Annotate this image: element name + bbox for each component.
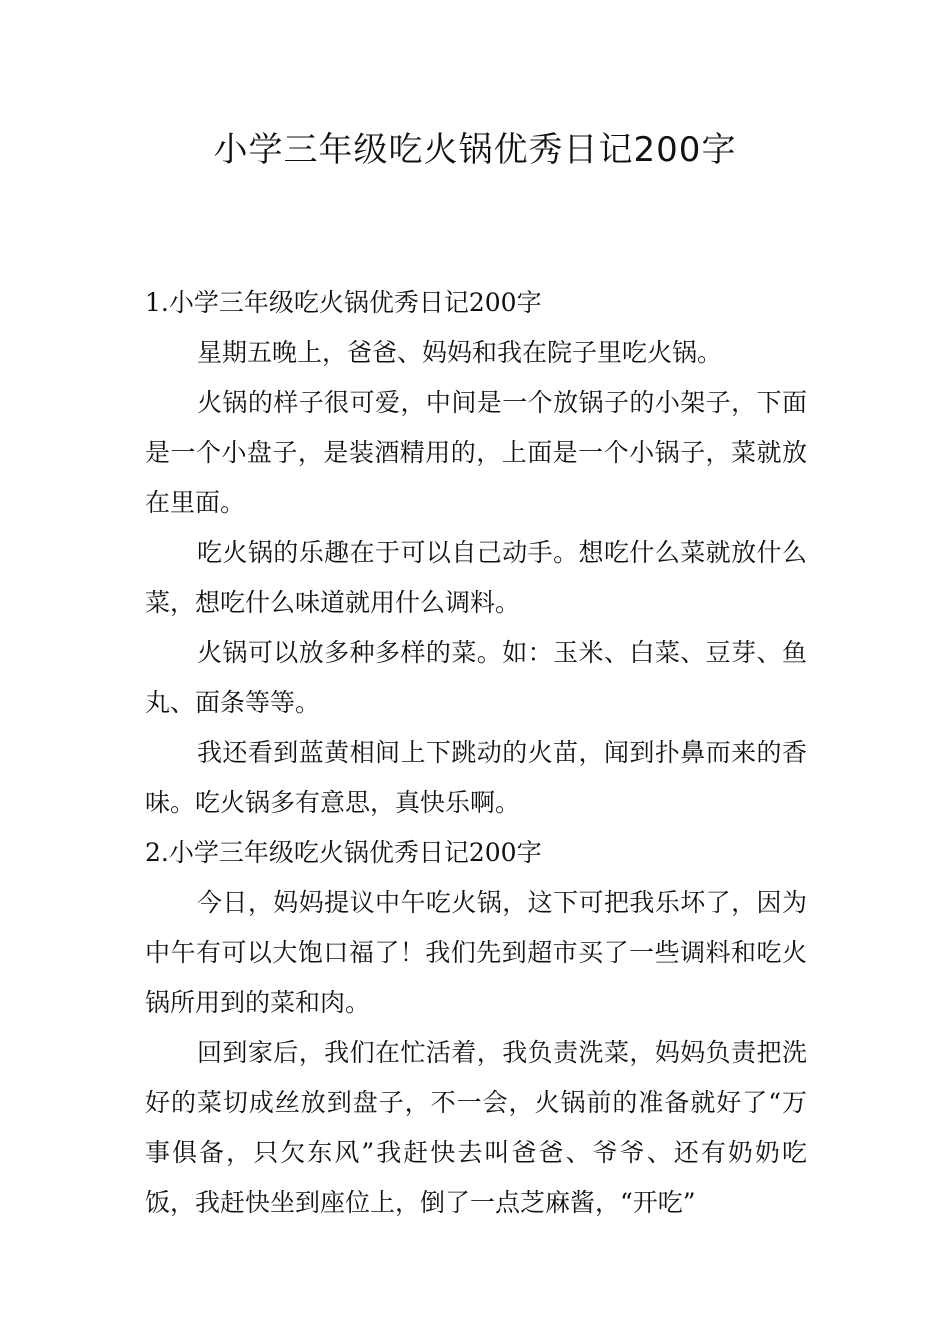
document-body [145,278,807,1228]
paragraph: 回到家后，我们在忙活着，我负责洗菜，妈妈负责把洗好的菜切成丝放到盘子，不一会，火锅前的准备就好了“万事俱备，只欠东风”我赶快去叫爸爸、爷爷、还有奶奶吃饭，我赶快坐到座位上，倒了一点芝麻酱，“开吃” [145,1038,807,1217]
paragraph: 今日，妈妈提议中午吃火锅，这下可把我乐坏了，因为中午有可以大饱口福了！我们先到超市买了一些调料和吃火锅所用到的菜和肉。 [145,888,807,1017]
section-heading: 2.小学三年级吃火锅优秀日记200字 [145,838,542,867]
paragraph: 火锅可以放多种多样的菜。如：玉米、白菜、豆芽、鱼丸、面条等等。 [145,638,807,717]
paragraph: 我还看到蓝黄相间上下跳动的火苗，闻到扑鼻而来的香味。吃火锅多有意思，真快乐啊。 [145,738,807,817]
paragraph: 吃火锅的乐趣在于可以自己动手。想吃什么菜就放什么菜，想吃什么味道就用什么调料。 [145,538,807,617]
section-heading: 1.小学三年级吃火锅优秀日记200字 [145,288,542,317]
paragraph: 星期五晚上，爸爸、妈妈和我在院子里吃火锅。 [197,338,723,367]
section-2 [145,828,807,1228]
section-1 [145,278,807,828]
paragraph: 火锅的样子很可爱，中间是一个放锅子的小架子，下面是一个小盘子，是装酒精用的，上面是一个小锅子，菜就放在里面。 [145,388,807,517]
document-title: 小学三年级吃火锅优秀日记200字 [213,130,737,170]
